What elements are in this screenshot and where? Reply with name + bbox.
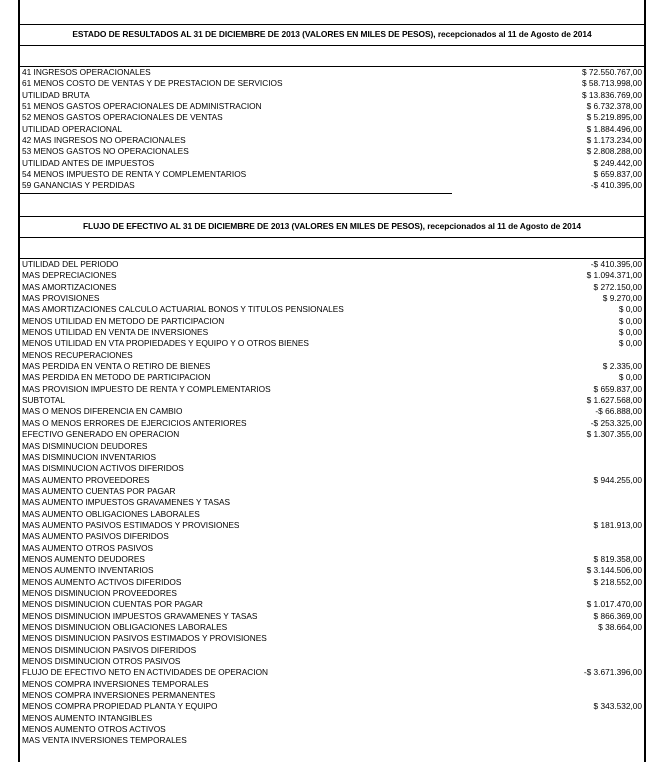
table-row	[22, 486, 642, 497]
table-row	[22, 304, 642, 315]
row-value: $ 13.836.769,00	[582, 89, 642, 100]
table-row	[22, 690, 642, 701]
financial-statements-sheet	[18, 0, 646, 762]
row-value: $ 2.808.288,00	[586, 146, 642, 157]
table-row	[22, 418, 642, 429]
table-row	[22, 338, 642, 349]
row-label: MAS DISMINUCION DEUDORES	[22, 440, 148, 451]
table-row	[22, 90, 642, 101]
row-value: $ 218.552,00	[593, 576, 642, 587]
row-label: MAS PROVISION IMPUESTO DE RENTA Y COMPLEMENTARIOS	[22, 383, 271, 394]
table-row	[22, 543, 642, 554]
row-label: MAS DISMINUCION ACTIVOS DIFERIDOS	[22, 463, 184, 474]
row-value: $ 181.913,00	[593, 519, 642, 530]
income-statement-table	[22, 67, 642, 192]
table-row	[22, 656, 642, 667]
row-value: -$ 410.395,00	[590, 180, 642, 191]
row-label: MAS O MENOS DIFERENCIA EN CAMBIO	[22, 406, 183, 417]
table-row	[22, 735, 642, 746]
table-row	[22, 452, 642, 463]
row-label: MENOS DISMINUCION OBLIGACIONES LABORALES	[22, 622, 228, 632]
row-label: MENOS COMPRA INVERSIONES PERMANENTES	[22, 690, 216, 701]
table-row	[22, 565, 642, 576]
table-row	[22, 531, 642, 542]
row-label: MAS AMORTIZACIONES	[22, 281, 117, 292]
row-label: MAS AMORTIZACIONES CALCULO ACTUARIAL BONOS Y TITULOS PENSIONALES	[22, 304, 344, 315]
table-row	[22, 633, 642, 644]
row-label: MAS PERDIDA EN VENTA O RETIRO DE BIENES	[22, 361, 211, 372]
row-value: $ 38.664,00	[598, 622, 642, 632]
row-label: MENOS RECUPERACIONES	[22, 349, 133, 360]
table-row	[22, 497, 642, 508]
table-row	[22, 679, 642, 690]
row-value: $ 9.270,00	[602, 293, 642, 304]
row-label: MAS VENTA INVERSIONES TEMPORALES	[22, 735, 187, 746]
row-value: $ 1.173.234,00	[586, 135, 642, 146]
row-label: MENOS COMPRA PROPIEDAD PLANTA Y EQUIPO	[22, 701, 218, 712]
divider	[20, 237, 644, 238]
table-row	[22, 724, 642, 735]
row-label: MAS PROVISIONES	[22, 293, 100, 304]
row-label: MENOS DISMINUCION OTROS PASIVOS	[22, 656, 181, 667]
row-value: $ 0,00	[618, 327, 642, 338]
row-label: UTILIDAD ANTES DE IMPUESTOS	[22, 157, 155, 168]
table-row	[22, 667, 642, 678]
table-row	[22, 146, 642, 157]
row-value: $ 1.307.355,00	[586, 429, 642, 440]
row-label: 59 GANANCIAS Y PERDIDAS	[22, 180, 135, 191]
row-value: $ 1.017.470,00	[586, 599, 642, 610]
row-label: 41 INGRESOS OPERACIONALES	[22, 67, 151, 77]
row-value: $ 1.627.568,00	[586, 395, 642, 406]
row-label: MENOS DISMINUCION PASIVOS ESTIMADOS Y PROVISIONES	[22, 633, 267, 644]
table-row	[22, 158, 642, 169]
row-label: MAS AUMENTO CUENTAS POR PAGAR	[22, 485, 176, 496]
row-value: $ 58.713.998,00	[582, 78, 642, 89]
row-value: $ 659.837,00	[593, 169, 642, 180]
table-row	[22, 327, 642, 338]
table-row	[22, 316, 642, 327]
row-value: $ 0,00	[618, 315, 642, 326]
row-label: MAS AUMENTO PASIVOS ESTIMADOS Y PROVISIONES	[22, 519, 240, 530]
row-value: $ 72.550.767,00	[582, 67, 642, 77]
row-label: UTILIDAD OPERACIONAL	[22, 123, 123, 134]
row-value: -$ 3.671.396,00	[583, 667, 642, 678]
table-row	[22, 441, 642, 452]
row-label: MENOS DISMINUCION PASIVOS DIFERIDOS	[22, 644, 197, 655]
row-label: MAS O MENOS ERRORES DE EJERCICIOS ANTERIORES	[22, 417, 247, 428]
table-row	[22, 293, 642, 304]
row-label: UTILIDAD DEL PERIODO	[22, 259, 119, 269]
divider	[20, 45, 644, 46]
table-row	[22, 713, 642, 724]
row-label: MENOS AUMENTO INTANGIBLES	[22, 712, 153, 723]
row-label: MAS DISMINUCION INVENTARIOS	[22, 451, 156, 462]
row-label: MENOS AUMENTO ACTIVOS DIFERIDOS	[22, 576, 182, 587]
row-value: $ 5.219.895,00	[586, 112, 642, 123]
row-value: $ 1.884.496,00	[586, 123, 642, 134]
table-row	[22, 101, 642, 112]
divider	[20, 216, 644, 217]
row-label: MENOS DISMINUCION CUENTAS POR PAGAR	[22, 599, 203, 610]
table-row	[22, 112, 642, 123]
row-label: 52 MENOS GASTOS OPERACIONALES DE VENTAS	[22, 112, 223, 123]
table-row	[22, 429, 642, 440]
table-row	[22, 588, 642, 599]
income-statement-title: ESTADO DE RESULTADOS AL 31 DE DICIEMBRE DE 2013 (VALORES EN MILES DE PESOS), recepcionados al 11 de Agosto de 2014	[72, 29, 592, 39]
table-row	[22, 611, 642, 622]
row-label: MENOS UTILIDAD EN METODO DE PARTICIPACION	[22, 315, 225, 326]
table-row	[22, 645, 642, 656]
table-row	[22, 520, 642, 531]
row-label: MAS AUMENTO IMPUESTOS GRAVAMENES Y TASAS	[22, 497, 231, 508]
row-value: $ 6.732.378,00	[586, 101, 642, 112]
row-value: $ 249.442,00	[593, 157, 642, 168]
row-label: 42 MAS INGRESOS NO OPERACIONALES	[22, 135, 186, 146]
row-value: $ 944.255,00	[593, 474, 642, 485]
table-row	[22, 463, 642, 474]
row-value: -$ 410.395,00	[590, 259, 642, 269]
row-label: UTILIDAD BRUTA	[22, 89, 90, 100]
cash-flow-title: FLUJO DE EFECTIVO AL 31 DE DICIEMBRE DE 2013 (VALORES EN MILES DE PESOS), recepcionados al 11 de Agosto de 2014	[82, 221, 581, 231]
table-row	[22, 384, 642, 395]
table-row	[22, 67, 642, 78]
table-row	[22, 395, 642, 406]
row-value: $ 2.335,00	[602, 361, 642, 372]
table-row	[22, 577, 642, 588]
row-value: $ 0,00	[618, 338, 642, 349]
row-value: $ 272.150,00	[593, 281, 642, 292]
table-row	[22, 259, 642, 270]
table-row	[22, 475, 642, 486]
row-value: $ 0,00	[618, 304, 642, 315]
underline	[20, 193, 452, 194]
row-value: $ 3.144.506,00	[586, 565, 642, 576]
row-label: MENOS DISMINUCION IMPUESTOS GRAVAMENES Y TASAS	[22, 610, 258, 621]
table-row	[22, 509, 642, 520]
row-label: MENOS AUMENTO INVENTARIOS	[22, 565, 154, 576]
table-row	[22, 180, 642, 191]
row-label: 61 MENOS COSTO DE VENTAS Y DE PRESTACION DE SERVICIOS	[22, 78, 283, 89]
row-label: FLUJO DE EFECTIVO NETO EN ACTIVIDADES DE OPERACION	[22, 667, 269, 678]
row-label: SUBTOTAL	[22, 395, 66, 406]
divider	[20, 24, 644, 25]
table-row	[22, 78, 642, 89]
table-row	[22, 124, 642, 135]
row-label: MENOS COMPRA INVERSIONES TEMPORALES	[22, 678, 209, 689]
row-label: 51 MENOS GASTOS OPERACIONALES DE ADMINISTRACION	[22, 101, 262, 112]
table-row	[22, 372, 642, 383]
table-row	[22, 169, 642, 180]
row-label: MAS AUMENTO PROVEEDORES	[22, 474, 150, 485]
table-row	[22, 282, 642, 293]
table-row	[22, 599, 642, 610]
table-row	[22, 701, 642, 712]
row-value: $ 0,00	[618, 372, 642, 383]
row-label: MAS AUMENTO OTROS PASIVOS	[22, 542, 154, 553]
row-value: -$ 66.888,00	[595, 406, 642, 417]
row-value: $ 819.358,00	[593, 553, 642, 564]
row-label: MENOS DISMINUCION PROVEEDORES	[22, 587, 177, 598]
table-row	[22, 135, 642, 146]
table-row	[22, 270, 642, 281]
cash-flow-table	[22, 259, 642, 747]
row-label: MAS AUMENTO OBLIGACIONES LABORALES	[22, 508, 200, 519]
row-label: MENOS AUMENTO DEUDORES	[22, 553, 145, 564]
row-label: MAS AUMENTO PASIVOS DIFERIDOS	[22, 531, 169, 542]
row-value: $ 866.369,00	[593, 610, 642, 621]
table-row	[22, 406, 642, 417]
row-value: $ 659.837,00	[593, 383, 642, 394]
row-label: MENOS UTILIDAD EN VENTA DE INVERSIONES	[22, 327, 209, 338]
row-label: MENOS UTILIDAD EN VTA PROPIEDADES Y EQUIPO Y O OTROS BIENES	[22, 338, 309, 349]
table-row	[22, 350, 642, 361]
row-value: $ 1.094.371,00	[586, 270, 642, 281]
row-label: MAS PERDIDA EN METODO DE PARTICIPACION	[22, 372, 211, 383]
row-label: EFECTIVO GENERADO EN OPERACION	[22, 429, 180, 440]
table-row	[22, 361, 642, 372]
table-row	[22, 554, 642, 565]
row-value: -$ 253.325,00	[590, 417, 642, 428]
row-label: MAS DEPRECIACIONES	[22, 270, 117, 281]
row-label: MENOS AUMENTO OTROS ACTIVOS	[22, 724, 166, 735]
row-label: 54 MENOS IMPUESTO DE RENTA Y COMPLEMENTARIOS	[22, 169, 247, 180]
row-value: $ 343.532,00	[593, 701, 642, 712]
row-label: 53 MENOS GASTOS NO OPERACIONALES	[22, 146, 189, 157]
table-row	[22, 622, 642, 633]
